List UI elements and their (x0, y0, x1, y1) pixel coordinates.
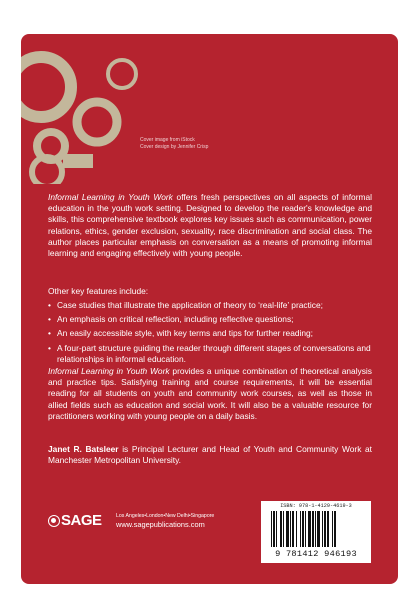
isbn-digits: 9 781412 946193 (275, 549, 357, 559)
barcode-bar (271, 511, 272, 547)
author-text: is Principal Lecturer and Head of Youth and Community Work at Manchester Metropolitan University. (48, 444, 372, 466)
barcode-bar (315, 511, 316, 547)
logo-circle-top (108, 60, 136, 88)
barcode-bar (312, 511, 314, 547)
logo-circle-middle (77, 102, 117, 142)
summary-text: provides a unique combination of theoretical analysis and practice tips. Satisfying training and course requirements, it will be essential reading for all students on youth and community work courses, as well as those in allied fields such as education and social work. It will also be a valuable resource for practitioners working with young people on a daily basis. (48, 366, 372, 421)
barcode-bar (296, 511, 297, 547)
series-logo (21, 34, 181, 184)
sage-circle-icon (48, 515, 60, 527)
barcode-block (261, 501, 371, 563)
barcode-bar (302, 511, 304, 547)
barcode-bar (317, 511, 320, 547)
barcode-bar (273, 511, 275, 547)
intro-text: offers fresh perspectives on all aspects of informal education in the youth work setting. Designed to develop the reader's knowledge and skills, this comprehensive textbook explores key issues such as communication, power relations, ethics, gender exclusion, sexuality, race discrimination and social class. The author places particular emphasis on conversation as a means of promoting informal learning and engaging effectively with young people. (48, 192, 372, 259)
cover-credits (140, 137, 208, 150)
publisher-url: www.sagepublications.com (116, 520, 205, 529)
sage-logo (48, 512, 102, 529)
book-title-2: Informal Learning in Youth Work (48, 366, 170, 376)
feature-item: • A four-part structure guiding the reader through different stages of conversations and relationships in informal education. (48, 343, 372, 365)
logo-circle-large (21, 57, 71, 117)
barcode-bar (324, 511, 326, 547)
barcode-bar (327, 511, 329, 547)
barcode-bar (280, 511, 282, 547)
isbn-label: ISBN: 978-1-4129-4619-3 (280, 503, 352, 509)
barcode-bar (292, 511, 294, 547)
author-bio (48, 444, 372, 466)
features-heading: Other key features include: (48, 286, 149, 296)
author-name: Janet R. Batsleer (48, 444, 119, 454)
barcode-bar (300, 511, 301, 547)
publisher-name: SAGE (61, 512, 102, 529)
barcode-bar (334, 511, 336, 547)
barcode-bar (290, 511, 291, 547)
intro-paragraph (48, 192, 372, 259)
barcode-bar (276, 511, 277, 547)
publisher-address (116, 513, 214, 529)
feature-item: • An emphasis on critical reflection, including reflective questions; (48, 314, 372, 325)
barcode-icon (271, 511, 361, 547)
publisher-cities: Los Angeles•London•New Delhi•Singapore (116, 513, 215, 519)
feature-item: • An easily accessible style, with key terms and tips for further reading; (48, 328, 372, 339)
barcode-bar (305, 511, 306, 547)
summary-paragraph (48, 366, 372, 422)
book-title: Informal Learning in Youth Work (48, 192, 173, 202)
barcode-bar (308, 511, 311, 547)
barcode-bar (286, 511, 289, 547)
barcode-bar (322, 511, 323, 547)
barcode-bar (332, 511, 333, 547)
credit-design: Cover design by Jennifer Crisp (140, 143, 209, 150)
feature-item: • Case studies that illustrate the application of theory to ‘real-life’ practice; (48, 300, 372, 311)
barcode-bar (283, 511, 284, 547)
logo-bar (63, 154, 93, 168)
features-list (48, 300, 372, 368)
credit-image: Cover image from iStock (140, 137, 195, 143)
back-cover (21, 34, 398, 584)
